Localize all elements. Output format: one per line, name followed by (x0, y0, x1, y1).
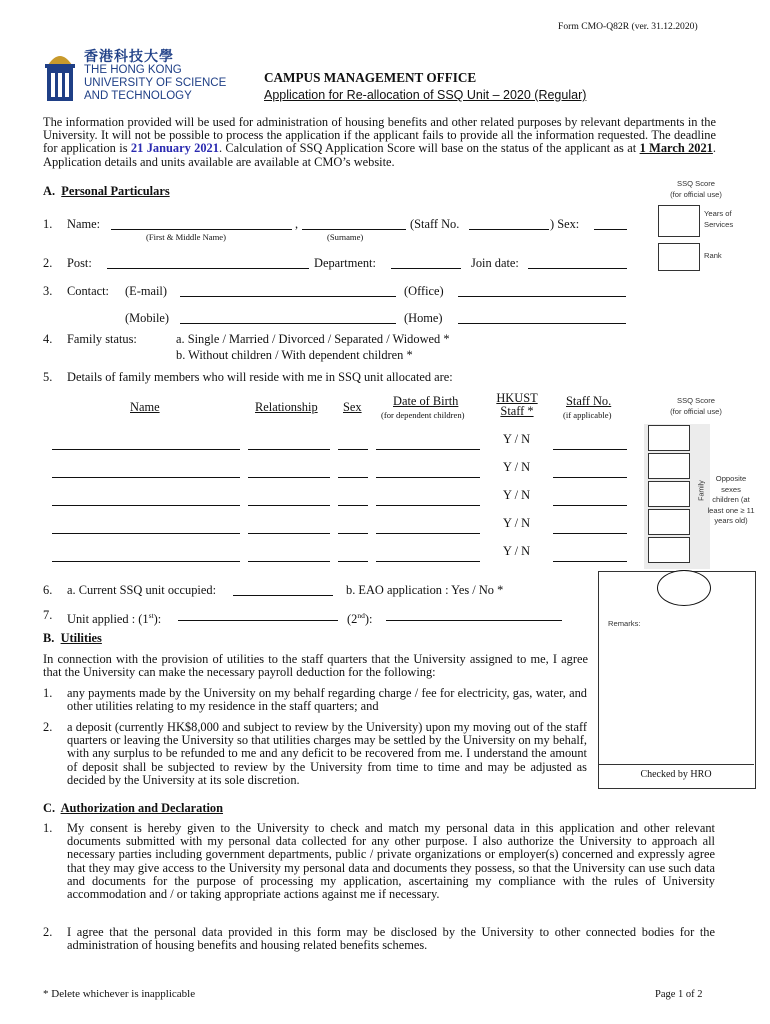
family-members-label: Details of family members who will reside with me in SSQ unit allocated are: (67, 370, 453, 384)
member-dob-field[interactable] (376, 449, 480, 450)
utilities-item-2: a deposit (currently HK$8,000 and subject to review by the University) upon my moving out of the staff quarters or leaving the University so that utilities charges may be settled by the University on my behalf, with any surplus to be refunded to me and any deficit to be recovered from me. I understand the amount of deposit shall be subjected to review by the University from time to time and may be adjusted as decided by the University at its sole discretion. (67, 720, 587, 787)
family-score-box[interactable] (648, 453, 690, 479)
member-name-field[interactable] (52, 449, 240, 450)
member-staff-no-field[interactable] (553, 505, 627, 506)
q7-number: 7. (43, 608, 53, 622)
join-date-field[interactable] (528, 268, 627, 269)
member-relationship-field[interactable] (248, 561, 330, 562)
member-hkust-staff-yn[interactable]: Y / N (503, 516, 531, 530)
office-phone-field[interactable] (458, 296, 626, 297)
member-name-field[interactable] (52, 505, 240, 506)
email-label: (E-mail) (125, 284, 167, 298)
member-staff-no-field[interactable] (553, 561, 627, 562)
declaration-item-2: I agree that the personal data provided in this form may be disclosed by the University to other connected bodies for the administration of housing benefits and housing related benefits schemes. (67, 925, 715, 953)
member-dob-field[interactable] (376, 561, 480, 562)
member-staff-no-field[interactable] (553, 449, 627, 450)
office-phone-label: (Office) (404, 284, 444, 298)
member-sex-field[interactable] (338, 477, 368, 478)
years-of-services-box[interactable] (658, 205, 700, 237)
email-field[interactable] (180, 296, 396, 297)
logo-line-2: UNIVERSITY OF SCIENCE (84, 77, 227, 89)
member-staff-no-field[interactable] (553, 533, 627, 534)
unit-applied-label: Unit applied : (1st): (67, 611, 162, 627)
current-unit-field[interactable] (233, 595, 333, 596)
rank-label: Rank (704, 251, 722, 260)
ssq-score-label-2: SSQ Score (for official use) (670, 396, 722, 416)
join-date-label: Join date: (471, 256, 519, 270)
logo-line-3: AND TECHNOLOGY (84, 90, 192, 102)
member-hkust-staff-yn[interactable]: Y / N (503, 544, 531, 558)
q2-number: 2. (43, 256, 53, 270)
deadline-date: 21 January 2021 (130, 141, 219, 156)
post-field[interactable] (107, 268, 309, 269)
utilities-item-2-number: 2. (43, 720, 53, 734)
logo-english-name (84, 64, 226, 103)
remarks-label: Remarks: (608, 619, 641, 628)
col-header-dob: Date of Birth (393, 394, 459, 408)
logo-line-1: THE HONG KONG (84, 64, 182, 76)
q6-number: 6. (43, 583, 53, 597)
eao-application-options[interactable]: b. EAO application : Yes / No * (346, 583, 504, 597)
section-a-heading: A. Personal Particulars (43, 184, 170, 198)
first-middle-name-hint: (First & Middle Name) (146, 232, 226, 242)
status-date: 1 March 2021 (639, 141, 713, 156)
q4-number: 4. (43, 332, 53, 346)
declaration-item-2-number: 2. (43, 925, 53, 939)
hkust-crest-icon (42, 47, 78, 105)
years-of-services-label: Years of Services (704, 209, 734, 229)
family-score-box[interactable] (648, 481, 690, 507)
intro-paragraph: The information provided will be used for administration of housing benefits and other related purposes by relevant departments in the University. It will not be possible to process the application if the applicant fails to provide all the information requested. The deadline for application is 21 January 2021. Calculation of SSQ Application Score will base on the status of the applicant as at 1 March 2021. Application details and units available are available at CMO’s website. (43, 115, 716, 169)
checked-by-hro-label: Checked by HRO (640, 769, 712, 780)
total-score-oval-front (657, 570, 711, 606)
member-hkust-staff-yn[interactable]: Y / N (503, 432, 531, 446)
member-relationship-field[interactable] (248, 533, 330, 534)
member-name-field[interactable] (52, 533, 240, 534)
family-label: Family (698, 480, 706, 501)
family-score-box[interactable] (648, 425, 690, 451)
q3-number: 3. (43, 284, 53, 298)
member-sex-field[interactable] (338, 505, 368, 506)
member-relationship-field[interactable] (248, 477, 330, 478)
mobile-label: (Mobile) (125, 311, 170, 325)
mobile-field[interactable] (180, 323, 396, 324)
utilities-item-1: any payments made by the University on my behalf regarding charge / fee for electricity, gas, water, and other utilities relating to my residence in the staff quarters; and (67, 686, 587, 714)
member-sex-field[interactable] (338, 449, 368, 450)
q1-number: 1. (43, 217, 53, 231)
children-status-options[interactable]: b. Without children / With dependent children * (176, 348, 413, 362)
first-middle-name-field[interactable] (111, 229, 292, 230)
name-label: Name: (67, 217, 101, 231)
opposite-sexes-label: Opposite sexes children (at least one ≥ 11 years old) (707, 474, 755, 525)
family-score-box[interactable] (648, 537, 690, 563)
staff-no-label: (Staff No. (410, 217, 460, 231)
q5-number: 5. (43, 370, 53, 384)
unit-applied-2nd-field[interactable] (386, 620, 562, 621)
member-dob-field[interactable] (376, 533, 480, 534)
home-phone-label: (Home) (404, 311, 443, 325)
unit-applied-2nd-label: (2nd): (347, 611, 373, 627)
col-header-relationship: Relationship (255, 400, 318, 414)
section-c-heading: C. Authorization and Declaration (43, 801, 224, 815)
name-comma: , (295, 217, 299, 231)
member-hkust-staff-yn[interactable]: Y / N (503, 460, 531, 474)
member-name-field[interactable] (52, 477, 240, 478)
family-status-label: Family status: (67, 332, 137, 346)
member-hkust-staff-yn[interactable]: Y / N (503, 488, 531, 502)
page-number: Page 1 of 2 (655, 989, 703, 1000)
logo-chinese-name: 香港科技大學 (84, 49, 174, 65)
col-header-dob-note: (for dependent children) (381, 410, 465, 420)
surname-hint: (Surname) (327, 232, 364, 242)
current-unit-label: a. Current SSQ unit occupied: (67, 583, 217, 597)
marital-status-options[interactable]: a. Single / Married / Divorced / Separated / Widowed * (176, 332, 450, 346)
form-title: Application for Re-allocation of SSQ Unit – 2020 (Regular) (264, 88, 587, 102)
col-header-staff-no-note: (if applicable) (563, 410, 612, 420)
section-b-heading: B. Utilities (43, 631, 102, 645)
col-header-staff-no: Staff No. (566, 394, 612, 408)
footer-note: * Delete whichever is inapplicable (43, 988, 196, 1000)
department-field[interactable] (391, 268, 461, 269)
contact-label: Contact: (67, 284, 109, 298)
form-code: Form CMO-Q82R (ver. 31.12.2020) (558, 21, 698, 32)
department-label: Department: (314, 256, 376, 270)
member-relationship-field[interactable] (248, 449, 330, 450)
col-header-sex: Sex (343, 400, 362, 414)
post-label: Post: (67, 256, 92, 270)
col-header-name: Name (130, 400, 160, 414)
home-phone-field[interactable] (458, 323, 626, 324)
unit-applied-1st-field[interactable] (178, 620, 338, 621)
utilities-intro: In connection with the provision of utilities to the staff quarters that the University assigned to me, I agree that the University can make the necessary payroll deduction for the following: (43, 652, 588, 680)
ssq-score-label: SSQ Score (for official use) (670, 179, 722, 199)
member-dob-field[interactable] (376, 477, 480, 478)
member-sex-field[interactable] (338, 561, 368, 562)
member-dob-field[interactable] (376, 505, 480, 506)
rank-box[interactable] (658, 243, 700, 271)
sex-label: ) Sex: (550, 217, 580, 231)
member-name-field[interactable] (52, 561, 240, 562)
col-header-hkust-staff: HKUST Staff * (496, 391, 538, 419)
hkust-logo (42, 47, 232, 107)
member-relationship-field[interactable] (248, 505, 330, 506)
sex-field[interactable] (594, 229, 627, 230)
surname-field[interactable] (302, 229, 406, 230)
office-title: CAMPUS MANAGEMENT OFFICE (264, 70, 477, 85)
member-sex-field[interactable] (338, 533, 368, 534)
member-staff-no-field[interactable] (553, 477, 627, 478)
utilities-item-1-number: 1. (43, 686, 53, 700)
declaration-item-1-number: 1. (43, 821, 53, 835)
declaration-item-1: My consent is hereby given to the University to check and match my personal data in this application and other relevant documents submitted with my personal data collected for any other purpose. I also authorize the University to approach all necessary parties including government departments, public / private organizations or employer(s) concerned and expressly agree that they may give access to the University my personal data and documents they possess, so that the University can use such data and documents for the purpose of processing my application, ascertaining my compliance with the rules of University accommodation and / or taking appropriate actions against me if necessary. (67, 821, 715, 902)
family-score-box[interactable] (648, 509, 690, 535)
staff-no-field[interactable] (469, 229, 549, 230)
remarks-divider (598, 764, 754, 765)
